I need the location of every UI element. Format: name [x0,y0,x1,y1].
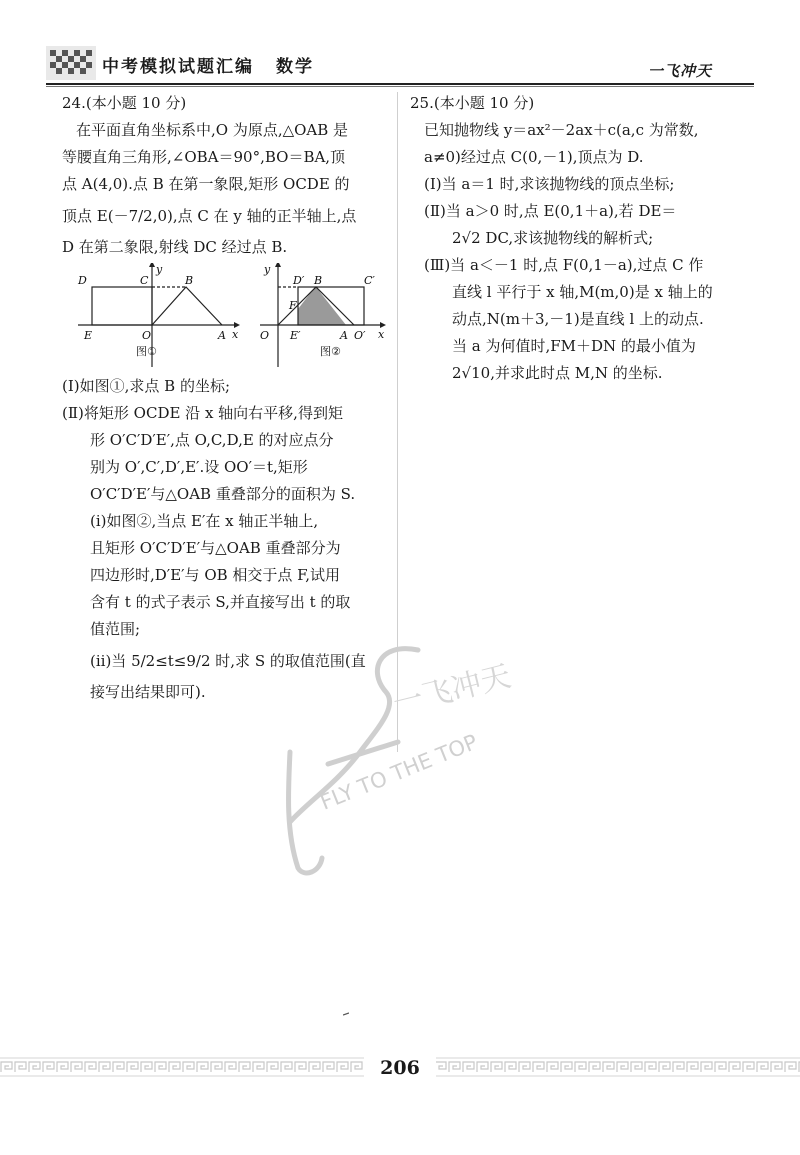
fig1-label-y: y [156,263,163,276]
q25-part-3-line: 当 a 为何值时,FM＋DN 的最小值为 [452,337,696,355]
fig2-label-a: A [340,329,348,342]
q24-part-1: (Ⅰ)如图①,求点 B 的坐标; [62,377,231,395]
page-number: 206 [364,1054,436,1082]
fig2-label-b: B [314,274,323,287]
header-brand: 一飞冲天 [648,62,713,80]
q25-intro-line: 已知抛物线 y＝ax²－2ax＋c(a,c 为常数, [424,121,699,139]
watermark-chinese: 一飞冲天 [389,658,515,722]
q25-part-1: (Ⅰ)当 a＝1 时,求该抛物线的顶点坐标; [424,175,675,193]
fig2-label-f: F [289,299,297,312]
q25-part-3-line: (Ⅲ)当 a＜－1 时,点 F(0,1－a),过点 C 作 [424,256,704,274]
q24-part-2-line: O′C′D′E′与△OAB 重叠部分的面积为 S. [90,485,356,503]
q25-heading: 25.(本小题 10 分) [410,94,535,112]
q24-sub-1-line: 含有 t 的式子表示 S,并直接写出 t 的取 [90,593,351,611]
q24-intro-line: D 在第二象限,射线 DC 经过点 B. [62,238,288,256]
fig1-label-o: O [142,329,152,342]
q24-sub-1-line: 值范围; [90,620,141,638]
q24-figures [62,261,392,373]
q24-part-2-line: 形 O′C′D′E′,点 O,C,D,E 的对应点分 [90,431,334,449]
fig1-label-e: E [84,329,93,342]
fig1-caption: 图① [136,345,157,358]
q24-intro-line: 点 A(4,0).点 B 在第一象限,矩形 OCDE 的 [62,175,350,193]
q25-intro-line: a≠0)经过点 C(0,－1),顶点为 D. [424,148,644,166]
q24-sub-2-line: (ⅱ)当 5/2≤t≤9/2 时,求 S 的取值范围(直 [90,652,366,670]
q25-part-3-line: 直线 l 平行于 x 轴,M(m,0)是 x 轴上的 [452,283,713,301]
q24-sub-1-line: (ⅰ)如图②,当点 E′在 x 轴正半轴上, [90,512,319,530]
fig1-label-x: x [232,328,239,341]
q24-sub-1-line: 四边形时,D′E′与 OB 相交于点 F,试用 [90,566,341,584]
header-book-title: 中考模拟试题汇编 [102,57,254,77]
q25-part-2-line: 2√2 DC,求该抛物线的解析式; [452,229,654,247]
stray-mark [343,1012,349,1016]
q24-heading: 24.(本小题 10 分) [62,94,187,112]
header-checker-logo [46,46,96,80]
fig2-label-d: D′ [293,274,305,287]
q24-sub-1-line: 且矩形 O′C′D′E′与△OAB 重叠部分为 [90,539,341,557]
fig1-label-a: A [218,329,226,342]
fig2-label-o: O [260,329,270,342]
q24-part-2-line: (Ⅱ)将矩形 OCDE 沿 x 轴向右平移,得到矩 [62,404,343,422]
fig2-label-c: C′ [364,274,375,287]
fig2-label-y: y [264,263,271,276]
header-rule-thin [46,86,754,87]
q24-part-2-line: 别为 O′,C′,D′,E′.设 OO′＝t,矩形 [90,458,308,476]
fig2-caption: 图② [320,345,341,358]
question-24 [62,90,392,706]
watermark-english: FLY TO THE TOP [316,729,481,815]
figure-1 [76,263,246,373]
header-title [102,52,314,77]
q25-part-3-line: 2√10,并求此时点 M,N 的坐标. [452,364,663,382]
fig2-label-x: x [378,328,385,341]
q25-part-3-line: 动点,N(m＋3,－1)是直线 l 上的动点. [452,310,704,328]
fig1-label-c: C [140,274,149,287]
watermark [268,632,538,882]
q24-intro-line: 顶点 E(－7/2,0),点 C 在 y 轴的正半轴上,点 [62,207,357,225]
fig2-label-o-prime: O′ [354,329,366,342]
header-rule [46,83,754,85]
figure-2 [258,263,388,373]
fig1-label-d: D [78,274,87,287]
fig1-label-b: B [185,274,194,287]
q24-intro-line: 在平面直角坐标系中,O 为原点,△OAB 是 [76,121,349,139]
header-subject: 数学 [276,57,314,77]
q24-sub-2-line: 接写出结果即可). [90,683,206,701]
q25-part-2-line: (Ⅱ)当 a＞0 时,点 E(0,1＋a),若 DE＝ [424,202,677,220]
fig2-label-e: E′ [290,329,301,342]
q24-intro-line: 等腰直角三角形,∠OBA＝90°,BO＝BA,顶 [62,148,346,166]
question-25 [410,90,752,387]
